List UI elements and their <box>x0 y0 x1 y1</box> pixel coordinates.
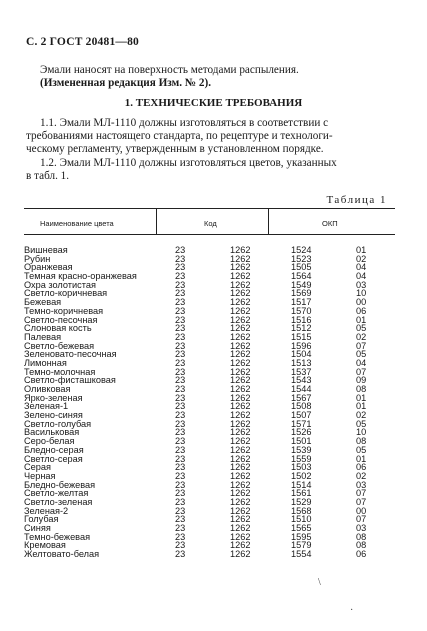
code-part-3: 1571 <box>291 418 312 429</box>
code-part-3: 1508 <box>291 401 312 412</box>
code-part-1: 23 <box>175 479 186 490</box>
code-part-1: 23 <box>175 366 186 377</box>
color-name: Темно-молочная <box>24 366 96 377</box>
okp-suffix: 01 <box>356 245 367 255</box>
code-part-3: 1554 <box>291 549 312 560</box>
code-part-1: 23 <box>175 271 186 282</box>
code-part-2: 1262 <box>230 297 251 308</box>
okp-suffix: 10 <box>356 427 367 438</box>
code-part-2: 1262 <box>230 410 251 421</box>
code-part-1: 23 <box>175 331 186 342</box>
code-part-2: 1262 <box>230 384 251 394</box>
color-name: Светло-желтая <box>24 488 89 499</box>
color-name: Черная <box>24 470 56 481</box>
code-part-1: 23 <box>175 549 186 560</box>
okp-suffix: 01 <box>356 314 367 325</box>
code-part-3: 1565 <box>291 523 312 533</box>
code-part-2: 1262 <box>230 245 251 255</box>
code-part-1: 23 <box>175 444 186 455</box>
code-part-3: 1502 <box>291 470 312 481</box>
okp-suffix: 01 <box>356 453 367 464</box>
okp-suffix: 03 <box>356 279 367 290</box>
table-header-okp: ОКП <box>322 219 338 228</box>
code-part-2: 1262 <box>230 470 251 481</box>
code-part-1: 23 <box>175 323 186 334</box>
color-name: Синяя <box>24 523 51 533</box>
color-name: Бежевая <box>24 297 62 308</box>
code-part-2: 1262 <box>230 444 251 455</box>
color-name: Бледно-бежевая <box>24 479 96 490</box>
okp-suffix: 01 <box>356 401 367 412</box>
code-part-1: 23 <box>175 401 186 412</box>
okp-suffix: 08 <box>356 531 367 542</box>
code-part-2: 1262 <box>230 279 251 290</box>
code-part-1: 23 <box>175 375 186 386</box>
code-part-3: 1579 <box>291 540 312 551</box>
code-part-1: 23 <box>175 279 186 290</box>
pen-mark: \ <box>318 577 321 588</box>
code-part-2: 1262 <box>230 253 251 264</box>
code-part-3: 1569 <box>291 288 312 299</box>
color-name: Зеленая-1 <box>24 401 69 412</box>
okp-suffix: 05 <box>356 444 367 455</box>
code-part-2: 1262 <box>230 436 251 447</box>
color-name: Светло-бежевая <box>24 340 95 351</box>
code-part-1: 23 <box>175 496 186 507</box>
okp-suffix: 07 <box>356 340 367 351</box>
code-part-3: 1501 <box>291 436 312 447</box>
okp-suffix: 01 <box>356 392 367 403</box>
code-part-1: 23 <box>175 410 186 421</box>
okp-suffix: 02 <box>356 331 367 342</box>
code-part-3: 1549 <box>291 279 312 290</box>
okp-suffix: 06 <box>356 305 367 316</box>
para1-line-2: требованиями настоящего стандарта, по рецептуре и технологи- <box>26 130 333 142</box>
code-part-2: 1262 <box>230 314 251 325</box>
code-part-2: 1262 <box>230 375 251 386</box>
code-part-3: 1514 <box>291 479 312 490</box>
color-name: Зелено-синяя <box>24 410 83 421</box>
table-body <box>0 246 427 559</box>
color-name: Темно-коричневая <box>24 305 104 316</box>
code-part-1: 23 <box>175 357 186 368</box>
code-part-2: 1262 <box>230 271 251 282</box>
okp-suffix: 05 <box>356 323 367 334</box>
color-name: Оранжевая <box>24 262 73 273</box>
code-part-1: 23 <box>175 453 186 464</box>
code-part-1: 23 <box>175 314 186 325</box>
code-part-3: 1568 <box>291 505 312 516</box>
code-part-1: 23 <box>175 262 186 273</box>
color-name: Васильковая <box>24 427 80 438</box>
color-name: Зеленовато-песочная <box>24 349 117 360</box>
table-column-divider <box>268 208 269 234</box>
okp-suffix: 02 <box>356 470 367 481</box>
code-part-3: 1544 <box>291 384 312 394</box>
color-name: Лимонная <box>24 357 67 368</box>
code-part-2: 1262 <box>230 418 251 429</box>
code-part-2: 1262 <box>230 523 251 533</box>
code-part-3: 1529 <box>291 496 312 507</box>
para1-line-1: 1.1. Эмали МЛ-1110 должны изготовляться в соответствии с <box>40 117 329 129</box>
para2-line-1: 1.2. Эмали МЛ-1110 должны изготовляться цветов, указанных <box>40 157 337 169</box>
code-part-2: 1262 <box>230 514 251 525</box>
color-name: Слоновая кость <box>24 323 92 334</box>
code-part-2: 1262 <box>230 479 251 490</box>
code-part-1: 23 <box>175 288 186 299</box>
pen-mark: · <box>350 605 354 616</box>
code-part-2: 1262 <box>230 531 251 542</box>
code-part-1: 23 <box>175 462 186 473</box>
okp-suffix: 02 <box>356 410 367 421</box>
code-part-1: 23 <box>175 349 186 360</box>
okp-suffix: 09 <box>356 375 367 386</box>
color-name: Охра золотистая <box>24 279 96 290</box>
code-part-1: 23 <box>175 384 186 394</box>
code-part-1: 23 <box>175 427 186 438</box>
code-part-3: 1559 <box>291 453 312 464</box>
okp-suffix: 08 <box>356 540 367 551</box>
color-name: Зеленая-2 <box>24 505 69 516</box>
code-part-3: 1596 <box>291 340 312 351</box>
code-part-2: 1262 <box>230 496 251 507</box>
table-top-rule <box>24 208 395 209</box>
code-part-3: 1543 <box>291 375 312 386</box>
color-name: Темно-бежевая <box>24 531 91 542</box>
code-part-1: 23 <box>175 418 186 429</box>
color-name: Светло-серая <box>24 453 83 464</box>
code-part-1: 23 <box>175 305 186 316</box>
okp-suffix: 02 <box>356 253 367 264</box>
page-header: С. 2 ГОСТ 20481—80 <box>26 36 139 48</box>
okp-suffix: 06 <box>356 462 367 473</box>
code-part-1: 23 <box>175 470 186 481</box>
code-part-2: 1262 <box>230 549 251 560</box>
code-part-3: 1515 <box>291 331 312 342</box>
okp-suffix: 10 <box>356 288 367 299</box>
code-part-2: 1262 <box>230 366 251 377</box>
code-part-3: 1539 <box>291 444 312 455</box>
code-part-2: 1262 <box>230 505 251 516</box>
para2-line-2: в табл. 1. <box>26 170 70 182</box>
code-part-3: 1504 <box>291 349 312 360</box>
table-column-divider <box>156 208 157 234</box>
code-part-1: 23 <box>175 436 186 447</box>
code-part-2: 1262 <box>230 288 251 299</box>
code-part-2: 1262 <box>230 349 251 360</box>
code-part-2: 1262 <box>230 305 251 316</box>
code-part-3: 1567 <box>291 392 312 403</box>
code-part-2: 1262 <box>230 427 251 438</box>
table-header-name: Наименование цвета <box>40 219 114 228</box>
table-header-code: Код <box>204 219 217 228</box>
okp-suffix: 03 <box>356 479 367 490</box>
code-part-1: 23 <box>175 340 186 351</box>
code-part-3: 1503 <box>291 462 312 473</box>
okp-suffix: 07 <box>356 488 367 499</box>
code-part-2: 1262 <box>230 453 251 464</box>
code-part-3: 1505 <box>291 262 312 273</box>
color-name: Кремовая <box>24 540 66 551</box>
code-part-1: 23 <box>175 514 186 525</box>
code-part-2: 1262 <box>230 340 251 351</box>
code-part-3: 1595 <box>291 531 312 542</box>
okp-suffix: 05 <box>356 349 367 360</box>
color-name: Серо-белая <box>24 436 75 447</box>
okp-suffix: 03 <box>356 523 367 533</box>
intro-line-2: (Измененная редакция Изм. № 2). <box>40 77 211 89</box>
table-header-rule <box>24 234 395 235</box>
code-part-3: 1524 <box>291 245 312 255</box>
code-part-2: 1262 <box>230 488 251 499</box>
code-part-2: 1262 <box>230 331 251 342</box>
code-part-1: 23 <box>175 523 186 533</box>
code-part-2: 1262 <box>230 540 251 551</box>
color-name: Светло-коричневая <box>24 288 108 299</box>
code-part-2: 1262 <box>230 462 251 473</box>
code-part-1: 23 <box>175 488 186 499</box>
code-part-1: 23 <box>175 245 186 255</box>
intro-line-1: Эмали наносят на поверхность методами распыления. <box>40 64 299 76</box>
okp-suffix: 06 <box>356 549 367 560</box>
code-part-3: 1512 <box>291 323 312 334</box>
code-part-3: 1537 <box>291 366 312 377</box>
code-part-2: 1262 <box>230 262 251 273</box>
code-part-1: 23 <box>175 531 186 542</box>
code-part-3: 1561 <box>291 488 312 499</box>
code-part-2: 1262 <box>230 401 251 412</box>
color-name: Оливковая <box>24 384 71 394</box>
code-part-3: 1507 <box>291 410 312 421</box>
code-part-1: 23 <box>175 392 186 403</box>
code-part-3: 1526 <box>291 427 312 438</box>
code-part-3: 1516 <box>291 314 312 325</box>
code-part-3: 1523 <box>291 253 312 264</box>
code-part-3: 1564 <box>291 271 312 282</box>
code-part-1: 23 <box>175 505 186 516</box>
code-part-1: 23 <box>175 253 186 264</box>
okp-suffix: 07 <box>356 366 367 377</box>
table-caption: Таблица 1 <box>326 194 387 206</box>
color-name: Бледно-серая <box>24 444 84 455</box>
color-name: Светло-фисташковая <box>24 375 116 386</box>
code-part-3: 1570 <box>291 305 312 316</box>
okp-suffix: 04 <box>356 271 367 282</box>
color-name: Палевая <box>24 331 62 342</box>
code-part-2: 1262 <box>230 323 251 334</box>
color-name: Светло-зеленая <box>24 496 93 507</box>
color-name: Вишневая <box>24 245 68 255</box>
para1-line-3: ческому регламенту, утвержденным в установленном порядке. <box>26 143 324 155</box>
color-name: Светло-голубая <box>24 418 92 429</box>
code-part-1: 23 <box>175 297 186 308</box>
okp-suffix: 08 <box>356 436 367 447</box>
color-name: Темная красно-оранжевая <box>24 271 137 282</box>
color-name: Серая <box>24 462 51 473</box>
okp-suffix: 07 <box>356 514 367 525</box>
color-name: Светло-песочная <box>24 314 98 325</box>
color-name: Желтовато-белая <box>24 549 100 560</box>
okp-suffix: 04 <box>356 357 367 368</box>
okp-suffix: 08 <box>356 384 367 394</box>
okp-suffix: 07 <box>356 496 367 507</box>
code-part-3: 1510 <box>291 514 312 525</box>
okp-suffix: 05 <box>356 418 367 429</box>
okp-suffix: 04 <box>356 262 367 273</box>
section-title: 1. ТЕХНИЧЕСКИЕ ТРЕБОВАНИЯ <box>124 97 303 109</box>
okp-suffix: 00 <box>356 505 367 516</box>
color-name: Голубая <box>24 514 59 525</box>
code-part-2: 1262 <box>230 357 251 368</box>
table-row <box>0 550 427 559</box>
code-part-3: 1513 <box>291 357 312 368</box>
code-part-2: 1262 <box>230 392 251 403</box>
okp-suffix: 00 <box>356 297 367 308</box>
code-part-1: 23 <box>175 540 186 551</box>
color-name: Рубин <box>24 253 51 264</box>
code-part-3: 1517 <box>291 297 312 308</box>
color-name: Ярко-зеленая <box>24 392 83 403</box>
